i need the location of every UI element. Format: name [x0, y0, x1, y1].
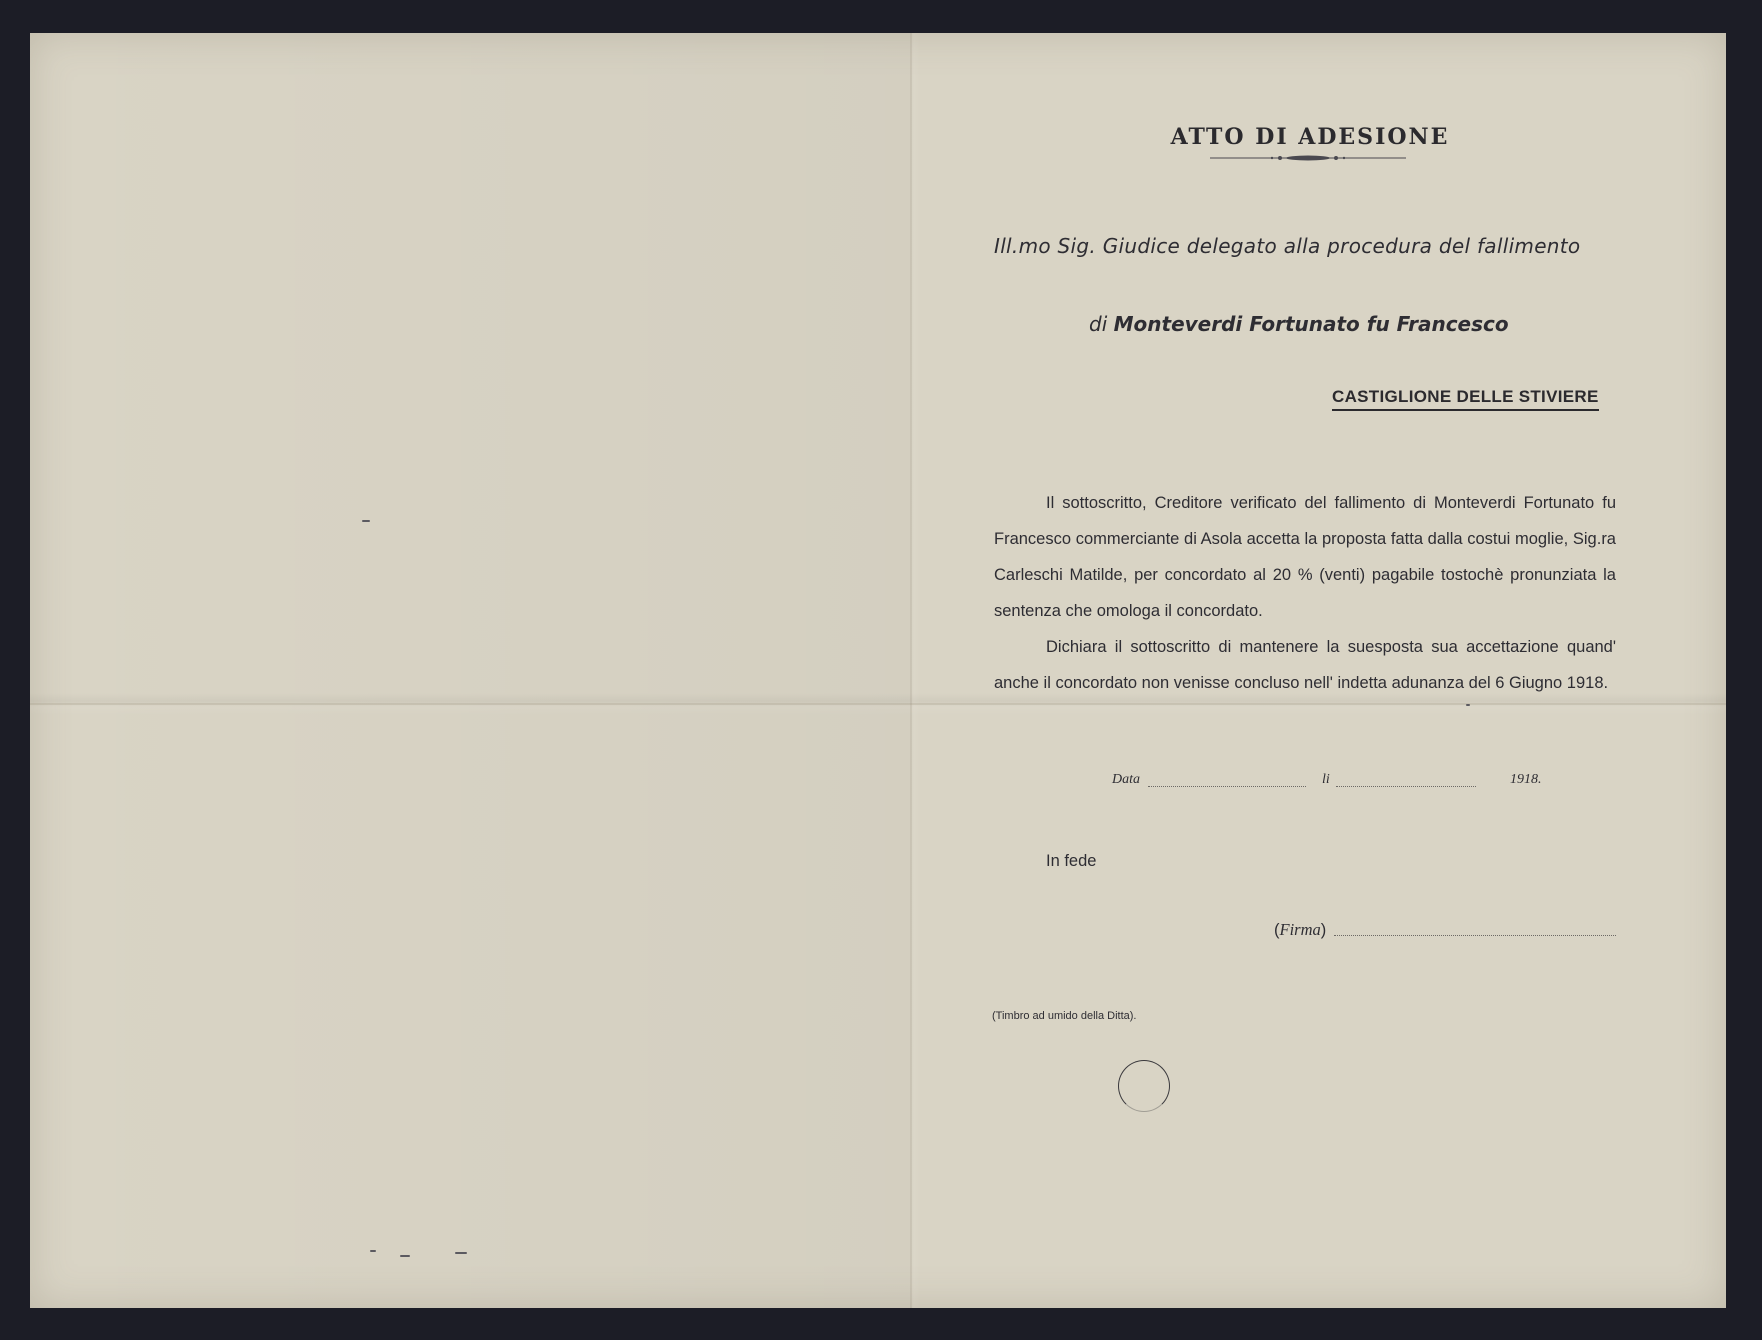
debtor-name: Monteverdi Fortunato fu Francesco — [1113, 312, 1509, 336]
paper-speck — [370, 1250, 376, 1252]
paragraph-declaration: Dichiara il sottoscritto di mantenere la suesposta sua accettazione quand' anche il concordato non venisse concluso nell' indetta adunanza del 6 Giugno 1918. — [994, 638, 1616, 692]
paper-speck — [455, 1252, 467, 1254]
document-title: ATTO DI ADESIONE — [1170, 124, 1450, 150]
date-day-field — [1148, 786, 1306, 787]
signature-close-paren: ) — [1320, 921, 1327, 939]
paper-speck — [362, 520, 370, 522]
debtor-prefix: di — [1089, 312, 1108, 336]
date-month-field — [1336, 786, 1476, 787]
signature-label — [1274, 920, 1326, 940]
title-ornament-icon — [1210, 154, 1406, 162]
fold-line-vertical — [910, 33, 912, 1308]
fold-line-horizontal — [30, 703, 1726, 705]
paper-speck — [400, 1255, 410, 1257]
stamp-circle-icon — [1118, 1060, 1170, 1112]
paragraph-acceptance: Il sottoscritto, Creditore verificato del fallimento di Monteverdi Fortunato fu Francesco commerciante di Asola accetta la proposta fatta dalla costui moglie, Sig.ra Carleschi Matilde, per concordato al 20 % (venti) pagabile tostochè pronunziata la sentenza che omologa il concordato. — [994, 494, 1616, 620]
paper-speck — [1466, 704, 1470, 706]
date-label: Data — [1112, 772, 1140, 787]
stamp-note: (Timbro ad umido della Ditta). — [992, 1010, 1137, 1022]
date-li-label: li — [1322, 772, 1330, 787]
signature-label-text: Firma — [1279, 920, 1321, 939]
date-line — [1112, 772, 1542, 792]
in-fede-label: In fede — [1046, 852, 1097, 870]
signature-open-paren: ( — [1274, 921, 1280, 939]
body-text — [994, 485, 1616, 701]
signature-field — [1334, 935, 1616, 936]
addressee-line: Ill.mo Sig. Giudice delegato alla procedura del fallimento — [994, 234, 1581, 258]
date-year: 1918. — [1510, 772, 1542, 787]
city-heading: CASTIGLIONE DELLE STIVIERE — [1332, 387, 1599, 411]
debtor-line — [1089, 312, 1509, 336]
